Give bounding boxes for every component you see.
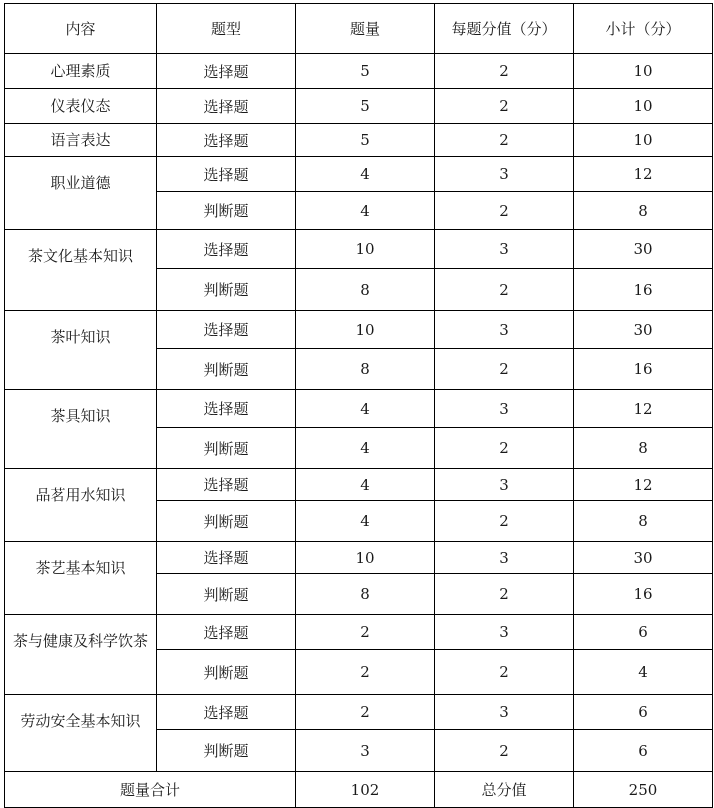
- question-type-cell: 选择题: [157, 230, 296, 269]
- question-count-cell: 10: [296, 542, 435, 574]
- total-score-value: 250: [574, 772, 713, 808]
- points-per-question-cell: 3: [435, 469, 574, 501]
- exam-structure-table: [4, 3, 713, 808]
- header-subtotal: 小计（分）: [574, 4, 713, 54]
- subtotal-cell: 16: [574, 574, 713, 615]
- question-count-cell: 10: [296, 230, 435, 269]
- subtotal-cell: 10: [574, 89, 713, 124]
- content-cell: 茶叶知识: [5, 311, 157, 390]
- table-row: [5, 124, 713, 157]
- question-count-cell: 4: [296, 192, 435, 230]
- points-per-question-cell: 2: [435, 650, 574, 695]
- subtotal-cell: 4: [574, 650, 713, 695]
- points-per-question-cell: 3: [435, 695, 574, 730]
- question-count-cell: 8: [296, 349, 435, 390]
- subtotal-cell: 12: [574, 157, 713, 192]
- question-count-cell: 2: [296, 615, 435, 650]
- subtotal-cell: 16: [574, 349, 713, 390]
- question-count-cell: 2: [296, 695, 435, 730]
- points-per-question-cell: 2: [435, 269, 574, 311]
- subtotal-cell: 30: [574, 311, 713, 349]
- subtotal-cell: 8: [574, 428, 713, 469]
- points-per-question-cell: 2: [435, 192, 574, 230]
- points-per-question-cell: 2: [435, 124, 574, 157]
- header-content: 内容: [5, 4, 157, 54]
- question-count-cell: 4: [296, 390, 435, 428]
- content-cell: 仪表仪态: [5, 89, 157, 124]
- content-cell: 茶具知识: [5, 390, 157, 469]
- question-type-cell: 判断题: [157, 574, 296, 615]
- question-type-cell: 选择题: [157, 54, 296, 89]
- points-per-question-cell: 3: [435, 311, 574, 349]
- question-count-cell: 5: [296, 124, 435, 157]
- question-type-cell: 判断题: [157, 501, 296, 542]
- table-row: [5, 230, 713, 269]
- points-per-question-cell: 3: [435, 542, 574, 574]
- question-type-cell: 选择题: [157, 695, 296, 730]
- question-type-cell: 选择题: [157, 89, 296, 124]
- content-cell: 品茗用水知识: [5, 469, 157, 542]
- subtotal-cell: 16: [574, 269, 713, 311]
- subtotal-cell: 12: [574, 390, 713, 428]
- content-cell: 茶与健康及科学饮茶: [5, 615, 157, 695]
- question-count-cell: 3: [296, 730, 435, 772]
- question-type-cell: 判断题: [157, 650, 296, 695]
- header-row: [5, 4, 713, 54]
- points-per-question-cell: 3: [435, 230, 574, 269]
- question-type-cell: 判断题: [157, 269, 296, 311]
- table-row: [5, 695, 713, 730]
- header-question-type: 题型: [157, 4, 296, 54]
- subtotal-cell: 8: [574, 501, 713, 542]
- content-cell: 茶艺基本知识: [5, 542, 157, 615]
- table-row: [5, 54, 713, 89]
- question-count-cell: 5: [296, 89, 435, 124]
- question-type-cell: 选择题: [157, 124, 296, 157]
- table-row: [5, 89, 713, 124]
- subtotal-cell: 30: [574, 230, 713, 269]
- question-count-cell: 2: [296, 650, 435, 695]
- question-type-cell: 判断题: [157, 428, 296, 469]
- subtotal-cell: 8: [574, 192, 713, 230]
- subtotal-cell: 10: [574, 54, 713, 89]
- question-type-cell: 判断题: [157, 349, 296, 390]
- question-type-cell: 选择题: [157, 542, 296, 574]
- table-body: [5, 54, 713, 772]
- header-points-per-question: 每题分值（分）: [435, 4, 574, 54]
- points-per-question-cell: 3: [435, 157, 574, 192]
- table-row: [5, 615, 713, 650]
- content-cell: 职业道德: [5, 157, 157, 230]
- question-count-cell: 8: [296, 269, 435, 311]
- question-count-cell: 4: [296, 157, 435, 192]
- table-row: [5, 542, 713, 574]
- question-count-cell: 4: [296, 428, 435, 469]
- points-per-question-cell: 2: [435, 428, 574, 469]
- points-per-question-cell: 2: [435, 730, 574, 772]
- summary-row: [5, 772, 713, 808]
- points-per-question-cell: 3: [435, 390, 574, 428]
- total-count-label: 题量合计: [5, 772, 296, 808]
- subtotal-cell: 30: [574, 542, 713, 574]
- subtotal-cell: 6: [574, 695, 713, 730]
- table-row: [5, 157, 713, 192]
- points-per-question-cell: 3: [435, 615, 574, 650]
- table-row: [5, 469, 713, 501]
- subtotal-cell: 10: [574, 124, 713, 157]
- table-row: [5, 311, 713, 349]
- content-cell: 劳动安全基本知识: [5, 695, 157, 772]
- question-count-cell: 10: [296, 311, 435, 349]
- question-count-cell: 4: [296, 469, 435, 501]
- points-per-question-cell: 2: [435, 574, 574, 615]
- question-type-cell: 选择题: [157, 157, 296, 192]
- header-question-count: 题量: [296, 4, 435, 54]
- question-count-cell: 8: [296, 574, 435, 615]
- question-count-cell: 4: [296, 501, 435, 542]
- subtotal-cell: 6: [574, 730, 713, 772]
- total-count-value: 102: [296, 772, 435, 808]
- question-type-cell: 选择题: [157, 390, 296, 428]
- content-cell: 心理素质: [5, 54, 157, 89]
- points-per-question-cell: 2: [435, 54, 574, 89]
- question-type-cell: 判断题: [157, 192, 296, 230]
- question-type-cell: 判断题: [157, 730, 296, 772]
- table-row: [5, 390, 713, 428]
- points-per-question-cell: 2: [435, 89, 574, 124]
- total-score-label: 总分值: [435, 772, 574, 808]
- content-cell: 语言表达: [5, 124, 157, 157]
- question-count-cell: 5: [296, 54, 435, 89]
- question-type-cell: 选择题: [157, 311, 296, 349]
- points-per-question-cell: 2: [435, 501, 574, 542]
- question-type-cell: 选择题: [157, 469, 296, 501]
- subtotal-cell: 12: [574, 469, 713, 501]
- points-per-question-cell: 2: [435, 349, 574, 390]
- subtotal-cell: 6: [574, 615, 713, 650]
- content-cell: 茶文化基本知识: [5, 230, 157, 311]
- question-type-cell: 选择题: [157, 615, 296, 650]
